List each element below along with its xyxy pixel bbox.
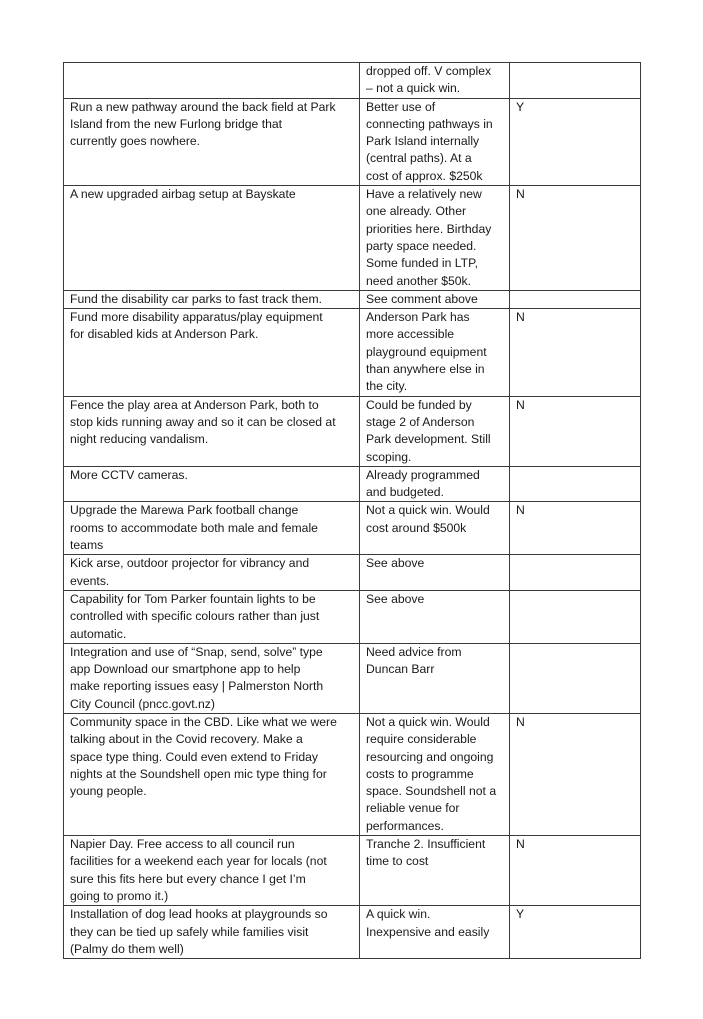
decision-cell: [510, 555, 641, 591]
decision-cell: [510, 643, 641, 713]
suggestion-cell: Napier Day. Free access to all council run facilities for a weekend each year for locals (not sure this fits here but every chance I get I’m going to promo it.): [64, 836, 360, 906]
table-row: [64, 290, 641, 308]
table-row: [64, 643, 641, 713]
comment-cell: See above: [360, 555, 510, 591]
table-row: [64, 836, 641, 906]
decision-cell: [510, 466, 641, 502]
decision-cell: N: [510, 502, 641, 555]
suggestion-cell: Fence the play area at Anderson Park, both to stop kids running away and so it can be closed at night reducing vandalism.: [64, 396, 360, 466]
suggestion-cell: A new upgraded airbag setup at Bayskate: [64, 186, 360, 291]
comment-cell: Could be funded by stage 2 of Anderson Park development. Still scoping.: [360, 396, 510, 466]
comment-cell: See above: [360, 590, 510, 643]
table-row: [64, 502, 641, 555]
table-row: [64, 396, 641, 466]
comment-cell: Need advice from Duncan Barr: [360, 643, 510, 713]
table-row: [64, 555, 641, 591]
comment-cell: Not a quick win. Would cost around $500k: [360, 502, 510, 555]
comment-cell: Not a quick win. Would require considerable resourcing and ongoing costs to programme space. Soundshell not a reliable venue for performances.: [360, 713, 510, 835]
comment-cell: Better use of connecting pathways in Park Island internally (central paths). At a cost of approx. $250k: [360, 98, 510, 185]
suggestion-cell: Fund more disability apparatus/play equipment for disabled kids at Anderson Park.: [64, 309, 360, 396]
decision-cell: [510, 290, 641, 308]
suggestion-cell: Run a new pathway around the back field at Park Island from the new Furlong bridge that currently goes nowhere.: [64, 98, 360, 185]
table-row: [64, 309, 641, 396]
suggestion-cell: Capability for Tom Parker fountain lights to be controlled with specific colours rather than just automatic.: [64, 590, 360, 643]
decision-cell: N: [510, 713, 641, 835]
comment-cell: Anderson Park has more accessible playground equipment than anywhere else in the city.: [360, 309, 510, 396]
suggestion-cell: Installation of dog lead hooks at playgrounds so they can be tied up safely while families visit (Palmy do them well): [64, 906, 360, 959]
comment-cell: See comment above: [360, 290, 510, 308]
table-row: [64, 590, 641, 643]
comment-cell: A quick win. Inexpensive and easily: [360, 906, 510, 959]
decision-cell: N: [510, 186, 641, 291]
suggestion-cell: Kick arse, outdoor projector for vibrancy and events.: [64, 555, 360, 591]
comment-cell: Tranche 2. Insufficient time to cost: [360, 836, 510, 906]
table-row: [64, 63, 641, 99]
comment-cell: Have a relatively new one already. Other priorities here. Birthday party space needed. Some funded in LTP, need another $50k.: [360, 186, 510, 291]
decision-cell: N: [510, 309, 641, 396]
table-row: [64, 713, 641, 835]
table-row: [64, 906, 641, 959]
comment-cell: dropped off. V complex – not a quick win.: [360, 63, 510, 99]
table-row: [64, 466, 641, 502]
table-row: [64, 186, 641, 291]
suggestions-table: [63, 62, 641, 959]
comment-cell: Already programmed and budgeted.: [360, 466, 510, 502]
suggestion-cell: Upgrade the Marewa Park football change rooms to accommodate both male and female teams: [64, 502, 360, 555]
suggestion-cell: [64, 63, 360, 99]
table-row: [64, 98, 641, 185]
decision-cell: [510, 63, 641, 99]
suggestion-cell: Integration and use of “Snap, send, solve” type app Download our smartphone app to help make reporting issues easy | Palmerston North City Council (pncc.govt.nz): [64, 643, 360, 713]
suggestion-cell: Community space in the CBD. Like what we were talking about in the Covid recovery. Make a space type thing. Could even extend to Friday nights at the Soundshell open mic type thing for young people.: [64, 713, 360, 835]
decision-cell: Y: [510, 906, 641, 959]
decision-cell: Y: [510, 98, 641, 185]
decision-cell: N: [510, 836, 641, 906]
suggestion-cell: Fund the disability car parks to fast track them.: [64, 290, 360, 308]
decision-cell: [510, 590, 641, 643]
suggestion-cell: More CCTV cameras.: [64, 466, 360, 502]
decision-cell: N: [510, 396, 641, 466]
